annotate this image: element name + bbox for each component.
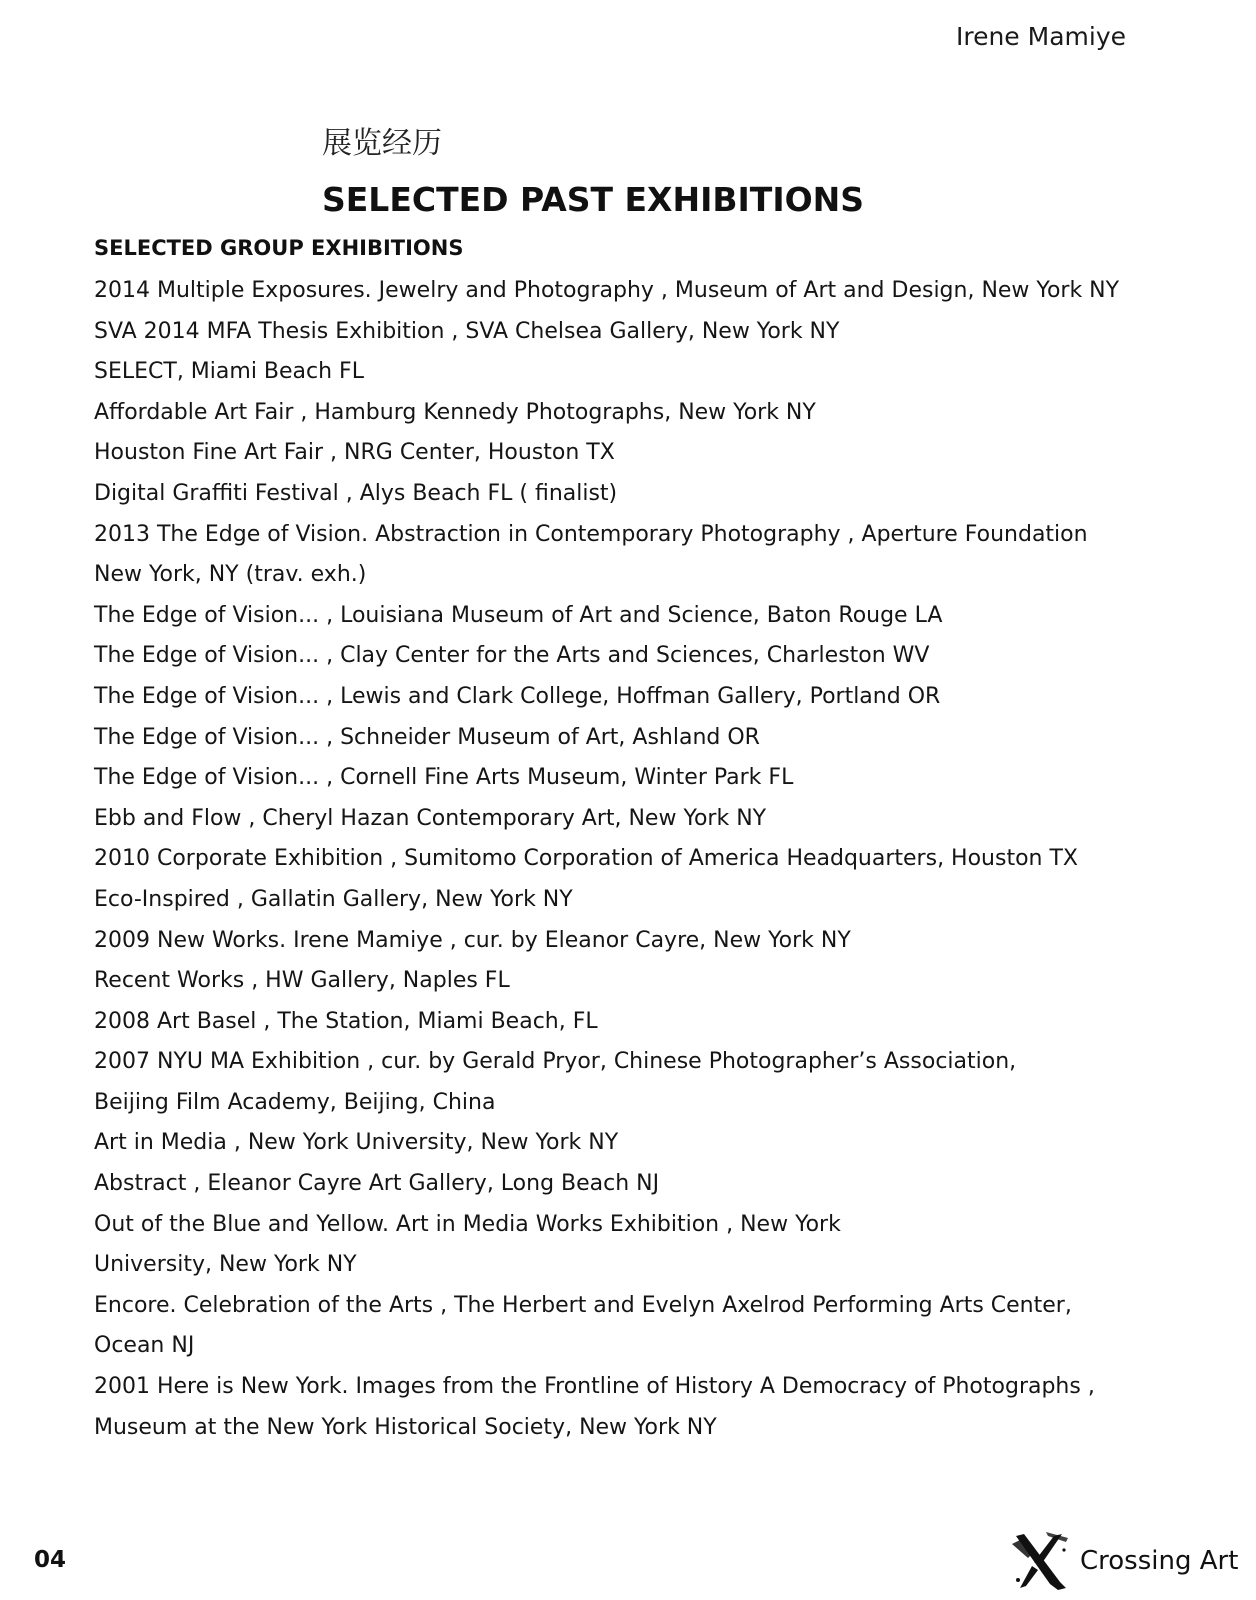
exhibition-entry: SELECT, Miami Beach FL <box>94 359 364 385</box>
exhibition-entry: New York, NY (trav. exh.) <box>94 562 367 588</box>
page-number: 04 <box>34 1547 67 1573</box>
artist-name: Irene Mamiye <box>955 22 1126 51</box>
exhibition-entry: SVA 2014 MFA Thesis Exhibition , SVA Chelsea Gallery, New York NY <box>94 318 840 344</box>
exhibition-entry: Beijing Film Academy, Beijing, China <box>94 1089 496 1115</box>
exhibition-entry: University, New York NY <box>94 1252 357 1278</box>
exhibition-list <box>94 271 1174 1448</box>
brush-x-icon <box>1010 1530 1072 1592</box>
exhibition-entry: 2013 The Edge of Vision. Abstraction in Contemporary Photography , Aperture Foundation <box>94 521 1088 547</box>
page-title: SELECTED PAST EXHIBITIONS <box>322 180 865 219</box>
exhibition-entry: The Edge of Vision... , Schneider Museum of Art, Ashland OR <box>94 724 760 750</box>
title-block <box>322 124 864 222</box>
brand-name: Crossing Art <box>1080 1546 1239 1576</box>
exhibition-entry: Recent Works , HW Gallery, Naples FL <box>94 968 510 994</box>
exhibition-entry: Affordable Art Fair , Hamburg Kennedy Photographs, New York NY <box>94 399 816 425</box>
exhibition-entry: The Edge of Vision... , Louisiana Museum of Art and Science, Baton Rouge LA <box>94 602 943 628</box>
exhibition-entry: 2010 Corporate Exhibition , Sumitomo Corporation of America Headquarters, Houston TX <box>94 846 1078 872</box>
crossing-art-logo <box>1010 1530 1238 1592</box>
exhibition-entry: Ebb and Flow , Cheryl Hazan Contemporary Art, New York NY <box>94 805 767 831</box>
exhibition-entry: 2001 Here is New York. Images from the Frontline of History A Democracy of Photographs , <box>94 1374 1095 1400</box>
exhibition-entry: Ocean NJ <box>94 1333 195 1359</box>
exhibition-entry: The Edge of Vision... , Cornell Fine Arts Museum, Winter Park FL <box>94 765 794 791</box>
section-heading: SELECTED GROUP EXHIBITIONS <box>94 236 464 260</box>
exhibition-entry: Digital Graffiti Festival , Alys Beach FL ( finalist) <box>94 480 618 506</box>
exhibition-entry: Houston Fine Art Fair , NRG Center, Houston TX <box>94 440 615 466</box>
exhibition-entry: The Edge of Vision... , Clay Center for the Arts and Sciences, Charleston WV <box>94 643 930 669</box>
exhibition-entry: 2009 New Works. Irene Mamiye , cur. by Eleanor Cayre, New York NY <box>94 927 851 953</box>
exhibition-entry: The Edge of Vision... , Lewis and Clark College, Hoffman Gallery, Portland OR <box>94 683 941 709</box>
exhibition-entry: Abstract , Eleanor Cayre Art Gallery, Long Beach NJ <box>94 1171 660 1197</box>
exhibition-entry: Museum at the New York Historical Society, New York NY <box>94 1414 717 1440</box>
exhibition-entry: 2007 NYU MA Exhibition , cur. by Gerald Pryor, Chinese Photographer’s Association, <box>94 1049 1017 1075</box>
exhibition-entry: Out of the Blue and Yellow. Art in Media Works Exhibition , New York <box>94 1211 841 1237</box>
exhibition-entry: 2014 Multiple Exposures. Jewelry and Photography , Museum of Art and Design, New York NY <box>94 278 1120 303</box>
exhibition-entry: Eco-Inspired , Gallatin Gallery, New York NY <box>94 886 573 912</box>
exhibition-entry: Encore. Celebration of the Arts , The Herbert and Evelyn Axelrod Performing Arts Center, <box>94 1292 1072 1318</box>
exhibition-entry: Art in Media , New York University, New York NY <box>94 1130 619 1156</box>
page-title-chinese: 展览经历 <box>322 126 442 161</box>
exhibition-entry: 2008 Art Basel , The Station, Miami Beach, FL <box>94 1008 598 1034</box>
